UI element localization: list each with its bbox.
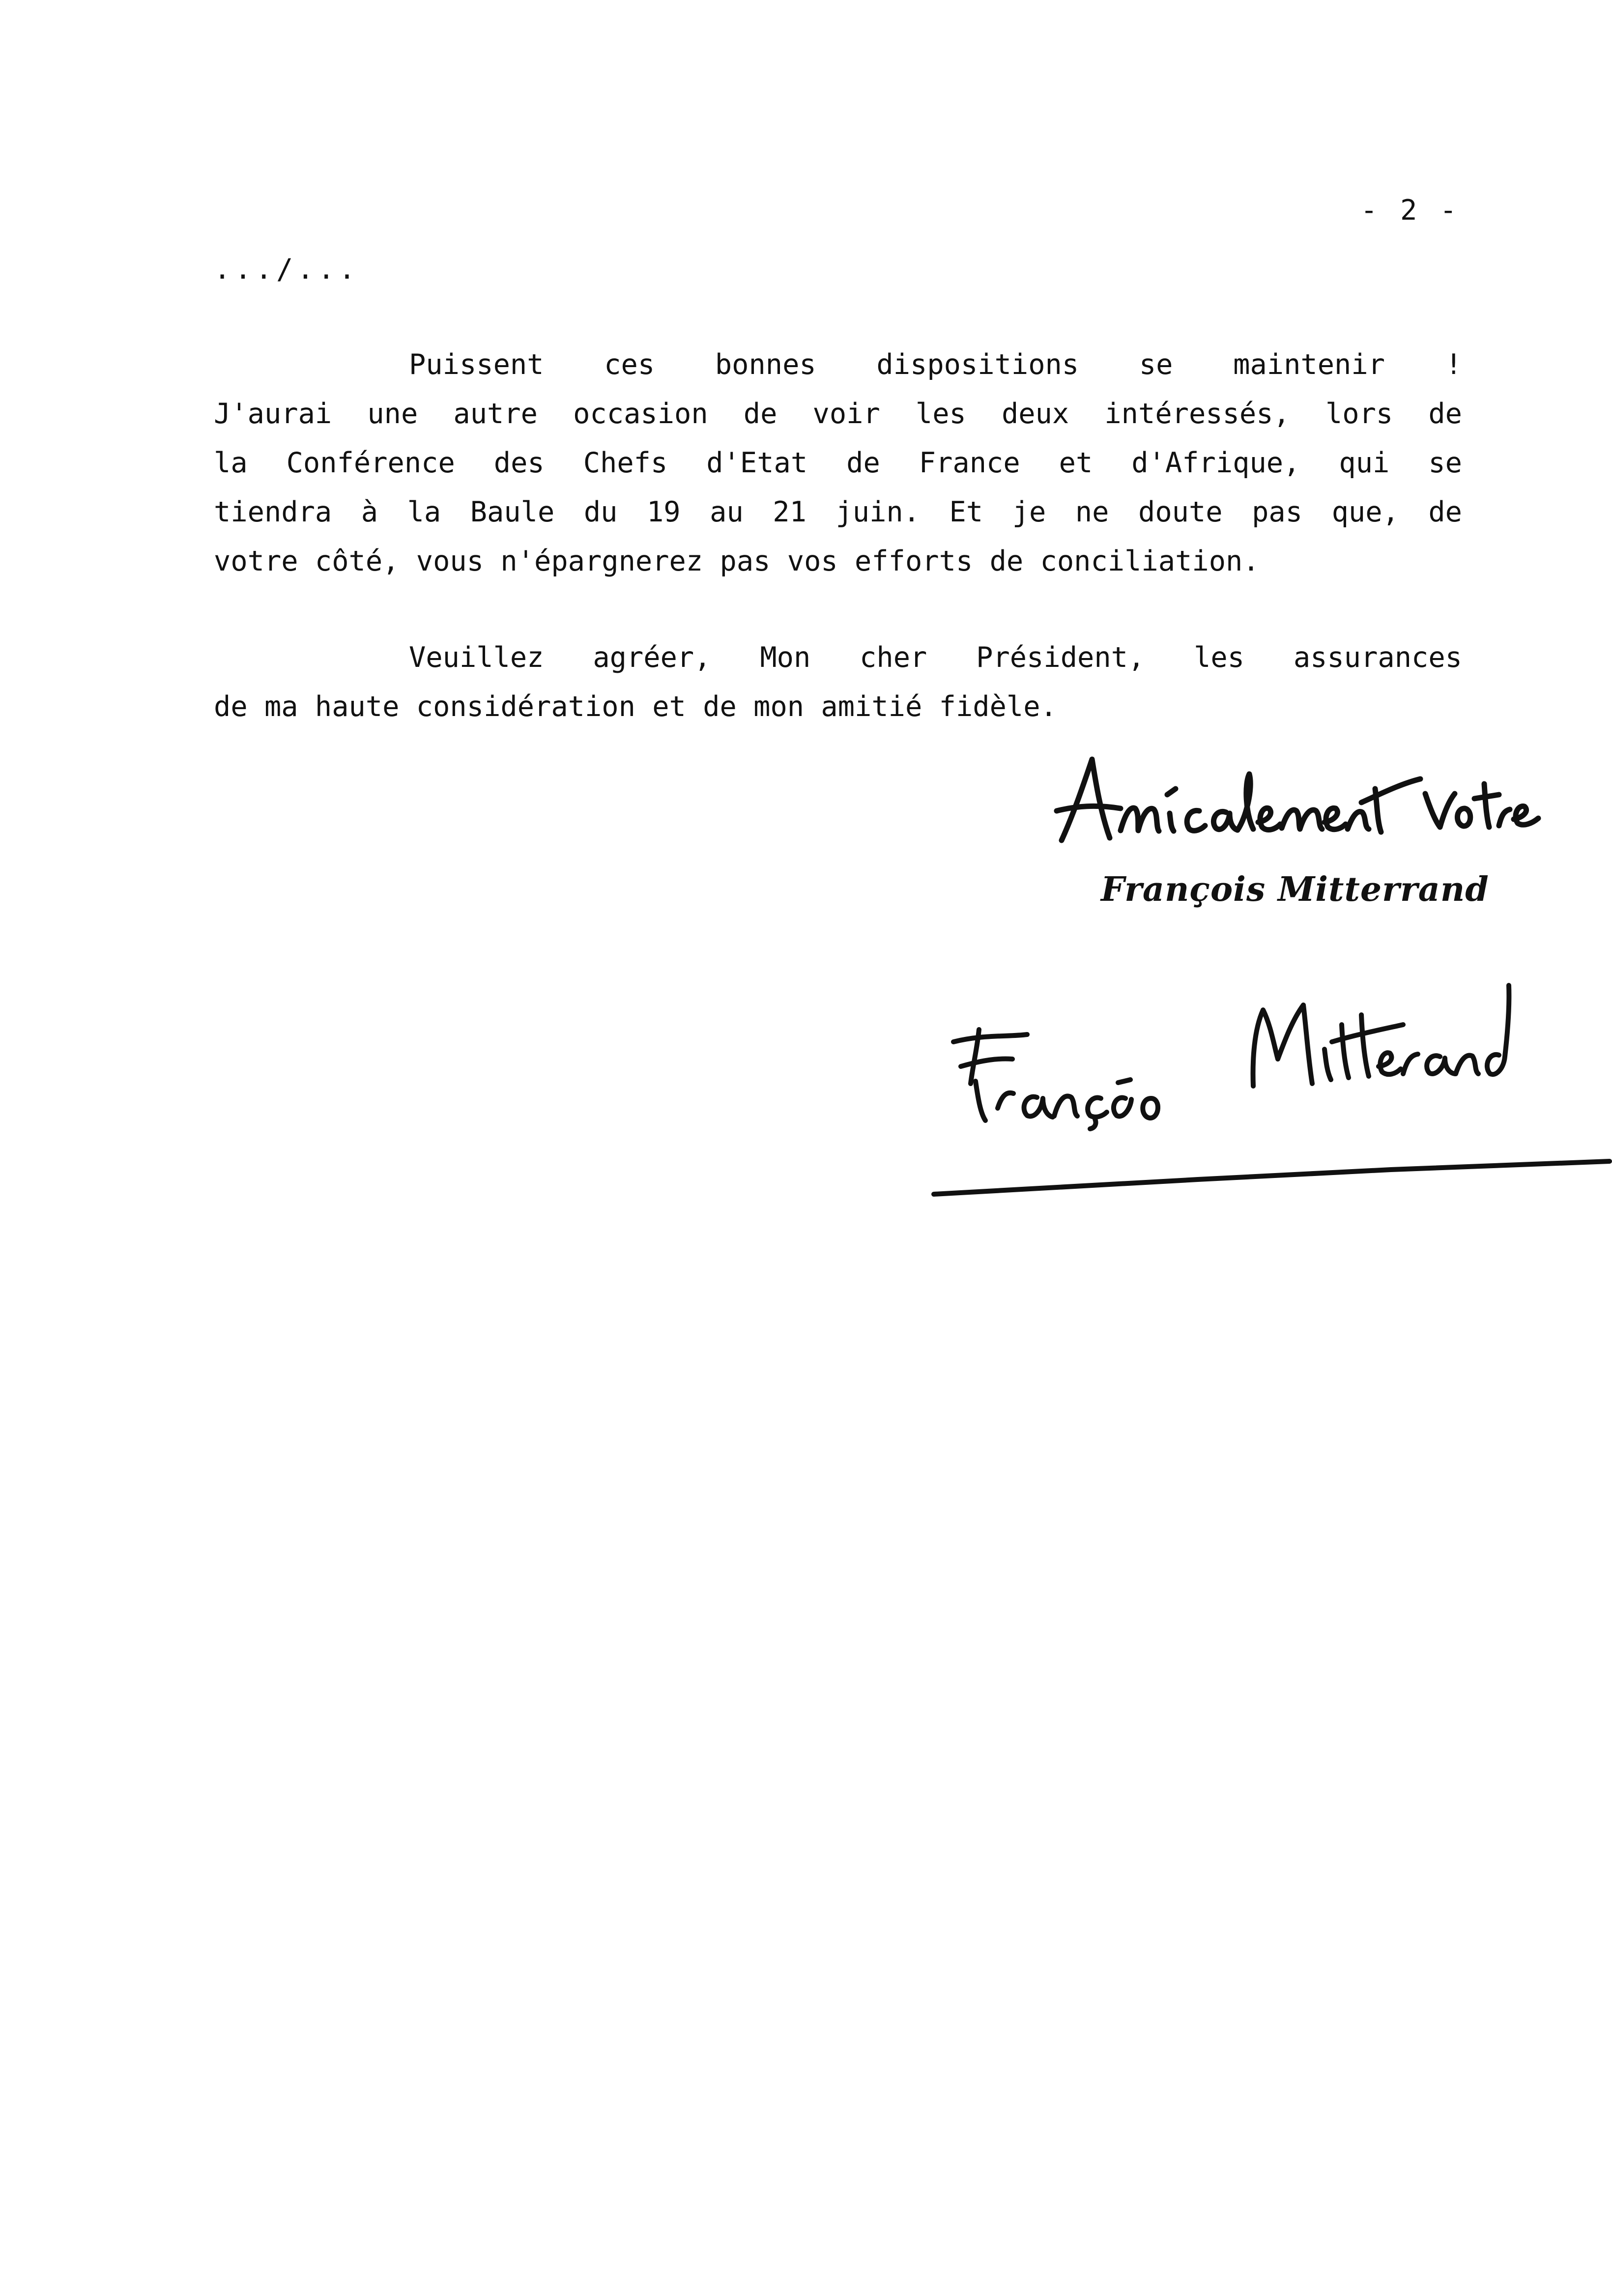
paragraph-line: Puissent ces bonnes dispositions se maintenir !	[409, 348, 1462, 381]
paragraph-line: tiendra à la Baule du 19 au 21 juin. Et je ne doute pas que, de	[214, 496, 1462, 528]
paragraph-line: votre côté, vous n'épargnerez pas vos efforts de conciliation.	[214, 545, 1260, 577]
typed-signature-name: François Mitterrand	[1101, 870, 1489, 909]
paragraph-line: J'aurai une autre occasion de voir les deux intéressés, lors de	[214, 398, 1462, 430]
paragraph-closing-wishes	[214, 340, 1462, 586]
paragraph-line: Veuillez agréer, Mon cher Président, les assurances	[409, 641, 1462, 674]
page-number: - 2 -	[1360, 194, 1460, 227]
continuation-mark: .../...	[214, 253, 360, 286]
paragraph-salutation	[214, 633, 1462, 731]
paragraph-line: la Conférence des Chefs d'Etat de France et d'Afrique, qui se	[214, 447, 1462, 479]
handwritten-closing	[1047, 740, 1548, 858]
paragraph-line: de ma haute considération et de mon amitié fidèle.	[214, 690, 1057, 723]
handwritten-signature	[924, 951, 1612, 1206]
